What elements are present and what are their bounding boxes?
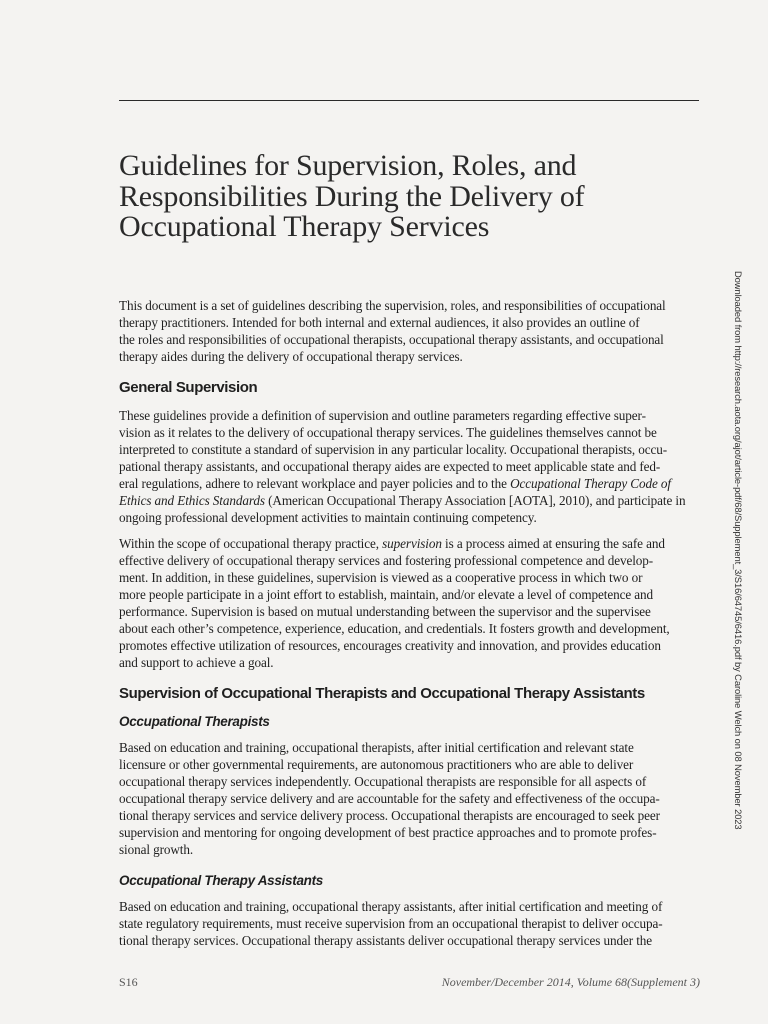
text-line: vision as it relates to the delivery of occupational therapy services. The guidelines themselves cannot be <box>119 425 657 440</box>
text-line: ment. In addition, in these guidelines, supervision is viewed as a cooperative process in which two or <box>119 570 643 585</box>
text-line: interpreted to constitute a standard of supervision in any particular locality. Occupational therapists, occu- <box>119 442 668 457</box>
title-line: Occupational Therapy Services <box>119 210 490 243</box>
occupational-therapists-paragraph <box>119 739 699 858</box>
text-fragment: Within the scope of occupational therapy practice, <box>119 536 383 551</box>
journal-issue: November/December 2014, Volume 68(Supplement 3) <box>441 975 700 989</box>
intro-paragraph <box>119 297 699 365</box>
text-line: Based on education and training, occupational therapy assistants, after initial certification and meeting of <box>119 899 663 914</box>
occupational-therapy-assistants-paragraph <box>119 898 699 949</box>
text-line: more people participate in a joint effort to establish, maintain, and/or elevate a level of competence and <box>119 587 654 602</box>
text-line: occupational therapy services independently. Occupational therapists are responsible for all aspects of <box>119 774 647 789</box>
document-body <box>119 297 699 949</box>
text-line: the roles and responsibilities of occupational therapists, occupational therapy assistants, and occupational <box>119 332 664 347</box>
text-line <box>119 492 699 509</box>
text-line: pational therapy assistants, and occupational therapy aides are expected to meet applicable state and fed- <box>119 459 661 474</box>
text-line <box>119 475 699 492</box>
text-line: ongoing professional development activities to maintain continuing competency. <box>119 510 537 525</box>
text-line: These guidelines provide a definition of supervision and outline parameters regarding effective super- <box>119 408 646 423</box>
term-supervision: supervision <box>382 536 442 551</box>
text-fragment: (American Occupational Therapy Association [AOTA], 2010), and participate in <box>264 493 686 508</box>
document-title <box>119 151 699 243</box>
text-line: tional therapy services. Occupational therapy assistants deliver occupational therapy services under the <box>119 933 653 948</box>
general-supervision-paragraph-2 <box>119 535 699 671</box>
text-line: occupational therapy service delivery and are accountable for the safety and effectiveness of the occupa- <box>119 791 660 806</box>
general-supervision-paragraph-1 <box>119 407 699 526</box>
text-fragment: eral regulations, adhere to relevant workplace and payer policies and to the <box>119 476 511 491</box>
title-line: Responsibilities During the Delivery of <box>119 179 585 213</box>
text-line: Based on education and training, occupational therapists, after initial certification and relevant state <box>119 740 634 755</box>
text-line: therapy practitioners. Intended for both internal and external audiences, it also provides an outline of <box>119 315 640 330</box>
occupational-therapy-assistants-heading: Occupational Therapy Assistants <box>119 873 324 888</box>
top-rule <box>119 100 699 101</box>
text-line: promotes effective utilization of resources, encourages creativity and innovation, and provides education <box>119 638 661 653</box>
supervision-ot-ota-heading: Supervision of Occupational Therapists and Occupational Therapy Assistants <box>119 685 645 702</box>
title-line: Guidelines for Supervision, Roles, and <box>119 149 577 182</box>
occupational-therapists-heading: Occupational Therapists <box>119 714 270 729</box>
text-fragment: is a process aimed at ensuring the safe and <box>441 536 665 551</box>
text-line: tional therapy services and service delivery process. Occupational therapists are encouraged to seek peer <box>119 808 660 823</box>
text-line: and support to achieve a goal. <box>119 655 274 670</box>
page-number: S16 <box>119 975 138 989</box>
text-line: therapy aides during the delivery of occupational therapy services. <box>119 349 463 364</box>
text-line: about each other’s competence, experience, education, and credentials. It fosters growth and development, <box>119 621 670 636</box>
citation-title: Occupational Therapy Code of <box>510 476 671 491</box>
download-notice-text: Downloaded from http://research.aota.org/ajot/article-pdf/68/Supplement_3/S16/64745/6416.pdf by Caroline Welch on 08 November 2023 <box>733 271 744 830</box>
text-line: licensure or other governmental requirements, are autonomous practitioners who are able to deliver <box>119 757 634 772</box>
text-line: This document is a set of guidelines describing the supervision, roles, and responsibilities of occupational <box>119 298 666 313</box>
text-line: state regulatory requirements, must receive supervision from an occupational therapist to deliver occupa- <box>119 916 663 931</box>
text-line: supervision and mentoring for ongoing development of best practice approaches and to promote profes- <box>119 825 657 840</box>
text-line: performance. Supervision is based on mutual understanding between the supervisor and the supervisee <box>119 604 651 619</box>
text-line: effective delivery of occupational therapy services and fostering professional competence and develop- <box>119 553 654 568</box>
text-line: sional growth. <box>119 842 194 857</box>
general-supervision-heading: General Supervision <box>119 379 258 396</box>
citation-title: Ethics and Ethics Standards <box>119 493 265 508</box>
text-line <box>119 535 699 552</box>
